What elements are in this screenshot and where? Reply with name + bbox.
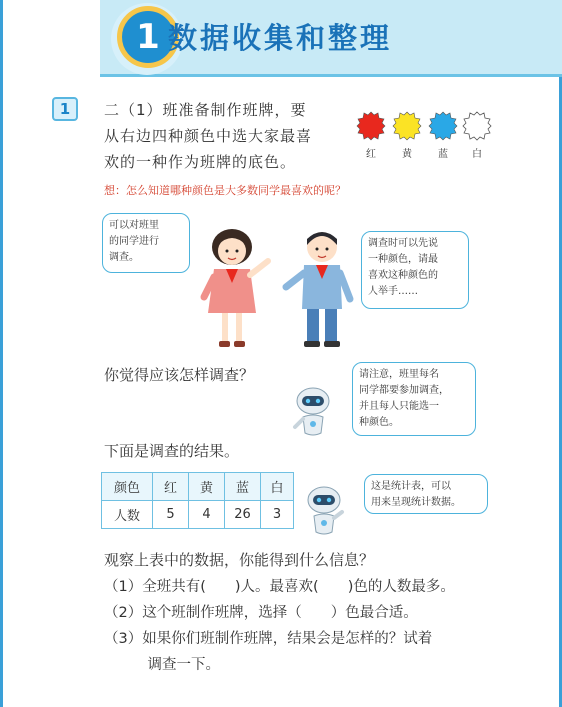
boy-speech-bubble xyxy=(361,231,469,309)
robot-table-bubble xyxy=(364,474,488,514)
bubble-line: 喜欢这种颜色的 xyxy=(368,270,438,281)
swatch-label: 蓝 xyxy=(438,149,448,160)
bubble-line: 调查。 xyxy=(109,252,139,263)
section-badge: 1 xyxy=(52,97,78,121)
chapter-title: 数据收集和整理 xyxy=(168,21,393,55)
bubble-line: 同学都要参加调查， xyxy=(359,385,449,396)
swatch-label: 红 xyxy=(366,149,376,160)
color-options xyxy=(356,111,496,161)
table-cell: 红 xyxy=(153,473,189,501)
bubble-line: 请注意，班里每名 xyxy=(359,369,439,380)
bubble-line: 可以对班里 xyxy=(109,220,159,231)
result-title: 下面是调查的结果。 xyxy=(104,442,240,460)
yellow-swatch-icon xyxy=(392,111,422,141)
question-how-survey: 你觉得应该怎样调查？ xyxy=(104,366,255,384)
bubble-line: 用来呈现统计数据。 xyxy=(371,497,461,508)
list-item: （1）全班共有( )人。最喜欢( )色的人数最多。 xyxy=(104,579,455,595)
table-cell: 白 xyxy=(261,473,294,501)
table-row xyxy=(102,501,294,529)
bubble-line: 调查时可以先说 xyxy=(368,238,438,249)
swatch-label: 白 xyxy=(472,149,482,160)
blue-swatch-icon xyxy=(428,111,458,141)
survey-table xyxy=(101,472,294,529)
intro-line: 欢的一种作为班牌的底色。 xyxy=(104,153,297,171)
list-item: 调查一下。 xyxy=(104,657,220,673)
bubble-line: 人举手…… xyxy=(368,286,418,297)
table-cell: 5 xyxy=(153,501,189,529)
intro-line: 二（1）班准备制作班牌，要 xyxy=(104,101,307,119)
table-cell: 3 xyxy=(261,501,294,529)
bubble-line: 种颜色。 xyxy=(359,417,399,428)
table-cell: 4 xyxy=(189,501,225,529)
table-cell: 人数 xyxy=(102,501,153,529)
girl-figure-icon xyxy=(204,229,268,347)
chapter-header xyxy=(40,0,562,78)
red-swatch-icon xyxy=(356,111,386,141)
bubble-line: 并且每人只能选一 xyxy=(359,401,439,412)
observe-prompt: 观察上表中的数据，你能得到什么信息？ xyxy=(104,551,375,569)
list-item: （3）如果你们班制作班牌，结果会是怎样的？试着 xyxy=(104,631,433,647)
children-illustration xyxy=(190,225,370,353)
question-list xyxy=(104,574,455,678)
chapter-number: 1 xyxy=(117,6,179,68)
swatch-label: 黄 xyxy=(402,149,412,160)
table-header-row xyxy=(102,473,294,501)
bubble-line: 的同学进行 xyxy=(109,236,159,247)
bubble-line: 这是统计表，可以 xyxy=(371,481,451,492)
boy-figure-icon xyxy=(286,232,350,347)
robot-icon xyxy=(291,385,335,437)
table-cell: 26 xyxy=(225,501,261,529)
robot-icon xyxy=(302,484,346,536)
list-item: （2）这个班制作班牌，选择（ ）色最合适。 xyxy=(104,605,418,621)
table-cell: 黄 xyxy=(189,473,225,501)
think-hint: 想：怎么知道哪种颜色是大多数同学最喜欢的呢？ xyxy=(104,184,346,197)
girl-speech-bubble xyxy=(102,213,190,273)
bubble-line: 一种颜色，请最 xyxy=(368,254,438,265)
intro-paragraph xyxy=(104,97,312,175)
white-swatch-icon xyxy=(462,111,492,141)
table-cell: 蓝 xyxy=(225,473,261,501)
intro-line: 从右边四种颜色中选大家最喜 xyxy=(104,127,313,145)
page-edge-left xyxy=(0,0,3,707)
table-cell: 颜色 xyxy=(102,473,153,501)
robot-note-bubble xyxy=(352,362,476,436)
